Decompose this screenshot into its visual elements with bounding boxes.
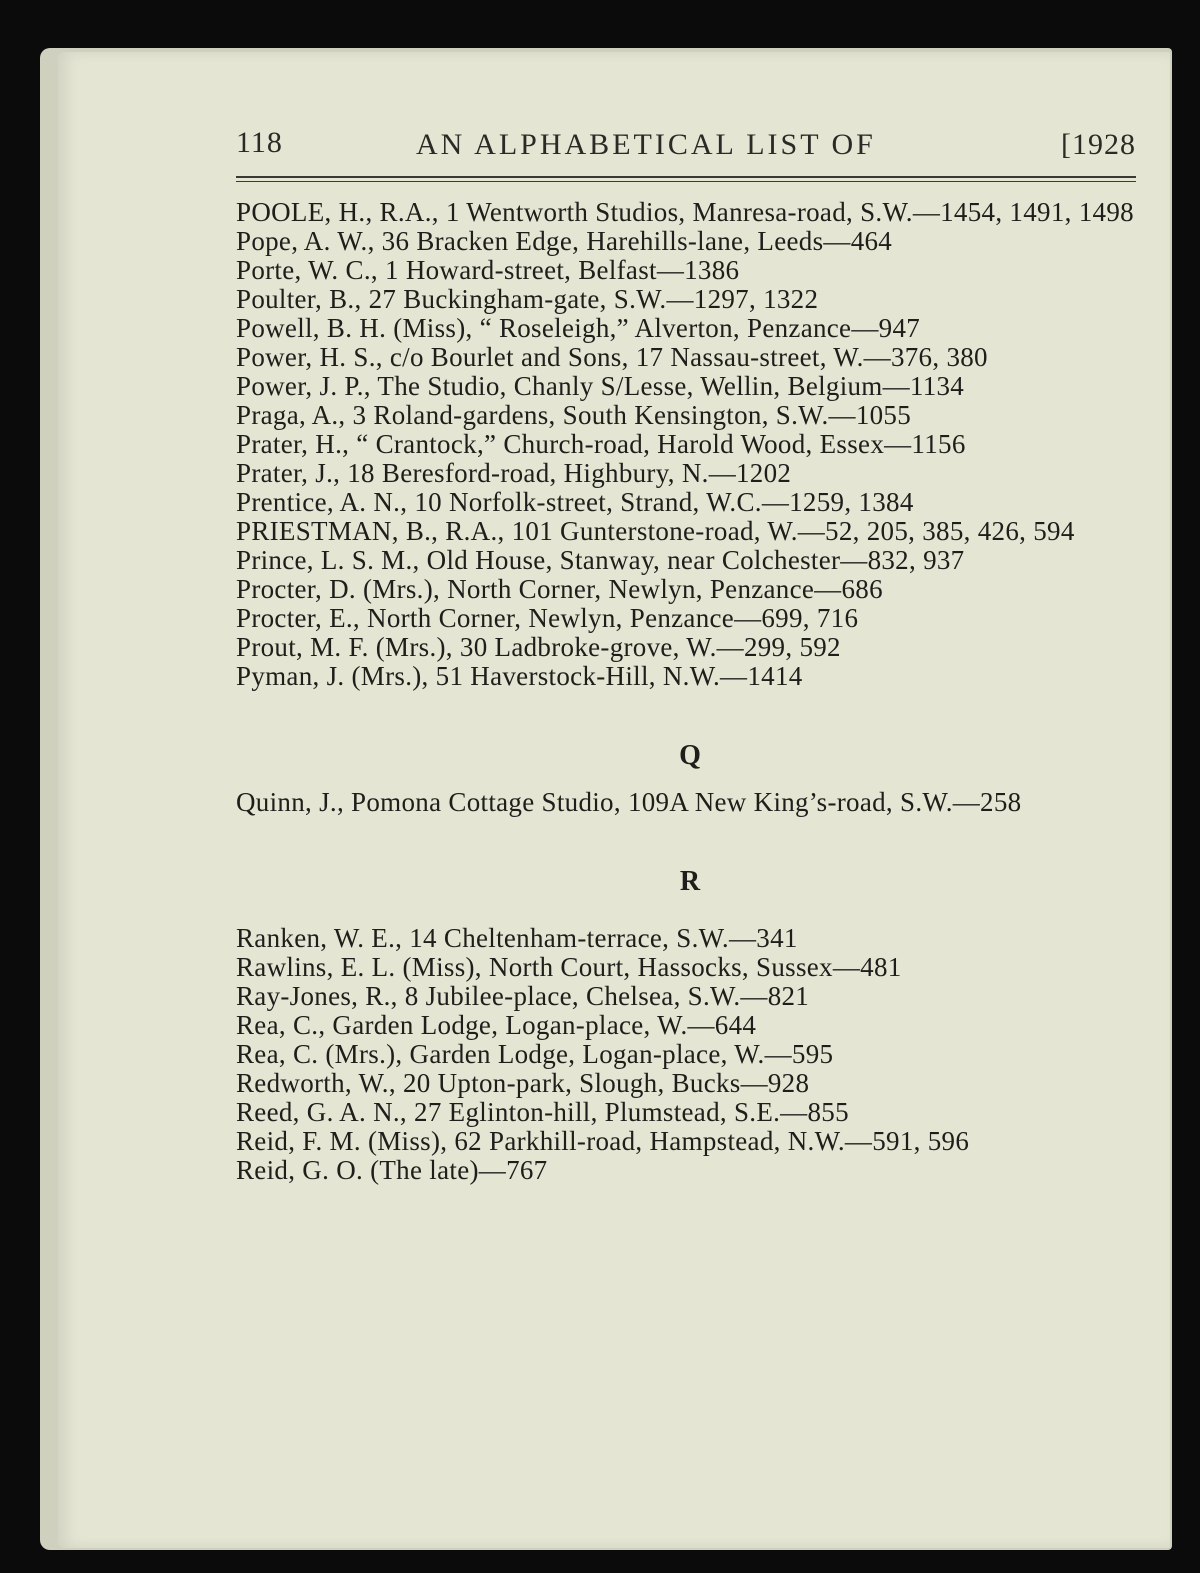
list-entry: Procter, D. (Mrs.), North Corner, Newlyn, Penzance—686 (236, 574, 883, 604)
list-entry: Prater, J., 18 Beresford-road, Highbury, N.—1202 (236, 458, 792, 488)
list-entry: Prentice, A. N., 10 Norfolk-street, Strand, W.C.—1259, 1384 (236, 487, 914, 517)
list-entry: Porte, W. C., 1 Howard-street, Belfast—1386 (236, 255, 740, 285)
list-entry: Rawlins, E. L. (Miss), North Court, Hassocks, Sussex—481 (236, 952, 902, 982)
list-entry: Redworth, W., 20 Upton-park, Slough, Bucks—928 (236, 1068, 810, 1098)
section-r (236, 924, 1144, 1185)
list-entry: Poulter, B., 27 Buckingham-gate, S.W.—1297, 1322 (236, 284, 819, 314)
list-entry: Powell, B. H. (Miss), “ Roseleigh,” Alverton, Penzance—947 (236, 313, 921, 343)
section-heading-q: Q (679, 740, 701, 771)
list-entry: Prince, L. S. M., Old House, Stanway, near Colchester—832, 937 (236, 545, 965, 575)
list-entry: POOLE, H., R.A., 1 Wentworth Studios, Manresa-road, S.W.—1454, 1491, 1498 (236, 197, 1134, 227)
header-rule (236, 176, 1136, 178)
directory-listing (236, 198, 1144, 1185)
list-entry: Pope, A. W., 36 Bracken Edge, Harehills-lane, Leeds—464 (236, 226, 893, 256)
list-entry: Prater, H., “ Crantock,” Church-road, Harold Wood, Essex—1156 (236, 429, 966, 459)
list-entry: Power, J. P., The Studio, Chanly S/Lesse, Wellin, Belgium—1134 (236, 371, 965, 401)
list-entry: Procter, E., North Corner, Newlyn, Penzance—699, 716 (236, 603, 859, 633)
list-entry: Rea, C., Garden Lodge, Logan-place, W.—644 (236, 1010, 757, 1040)
header-rule-thin (236, 181, 1136, 182)
list-entry: Rea, C. (Mrs.), Garden Lodge, Logan-place, W.—595 (236, 1039, 834, 1069)
list-entry: Pyman, J. (Mrs.), 51 Haverstock-Hill, N.W.—1414 (236, 661, 803, 691)
section-q (236, 788, 1144, 817)
section-heading-r: R (679, 866, 701, 897)
running-header (236, 126, 1136, 166)
year-mark: [1928 (1061, 128, 1136, 161)
list-entry: Praga, A., 3 Roland-gardens, South Kensington, S.W.—1055 (236, 400, 912, 430)
list-entry: Reed, G. A. N., 27 Eglinton-hill, Plumstead, S.E.—855 (236, 1097, 849, 1127)
list-entry: Reid, F. M. (Miss), 62 Parkhill-road, Hampstead, N.W.—591, 596 (236, 1126, 970, 1156)
list-entry: Prout, M. F. (Mrs.), 30 Ladbroke-grove, W.—299, 592 (236, 632, 841, 662)
list-entry: Power, H. S., c/o Bourlet and Sons, 17 Nassau-street, W.—376, 380 (236, 342, 988, 372)
section-p (236, 198, 1144, 691)
list-entry: Quinn, J., Pomona Cottage Studio, 109A New King’s-road, S.W.—258 (236, 787, 1022, 817)
list-entry: PRIESTMAN, B., R.A., 101 Gunterstone-road, W.—52, 205, 385, 426, 594 (236, 516, 1075, 546)
running-title: AN ALPHABETICAL LIST OF (416, 128, 876, 161)
list-entry: Ray-Jones, R., 8 Jubilee-place, Chelsea, S.W.—821 (236, 981, 810, 1011)
list-entry: Reid, G. O. (The late)—767 (236, 1155, 548, 1185)
page-number: 118 (236, 126, 283, 159)
list-entry: Ranken, W. E., 14 Cheltenham-terrace, S.W.—341 (236, 923, 798, 953)
